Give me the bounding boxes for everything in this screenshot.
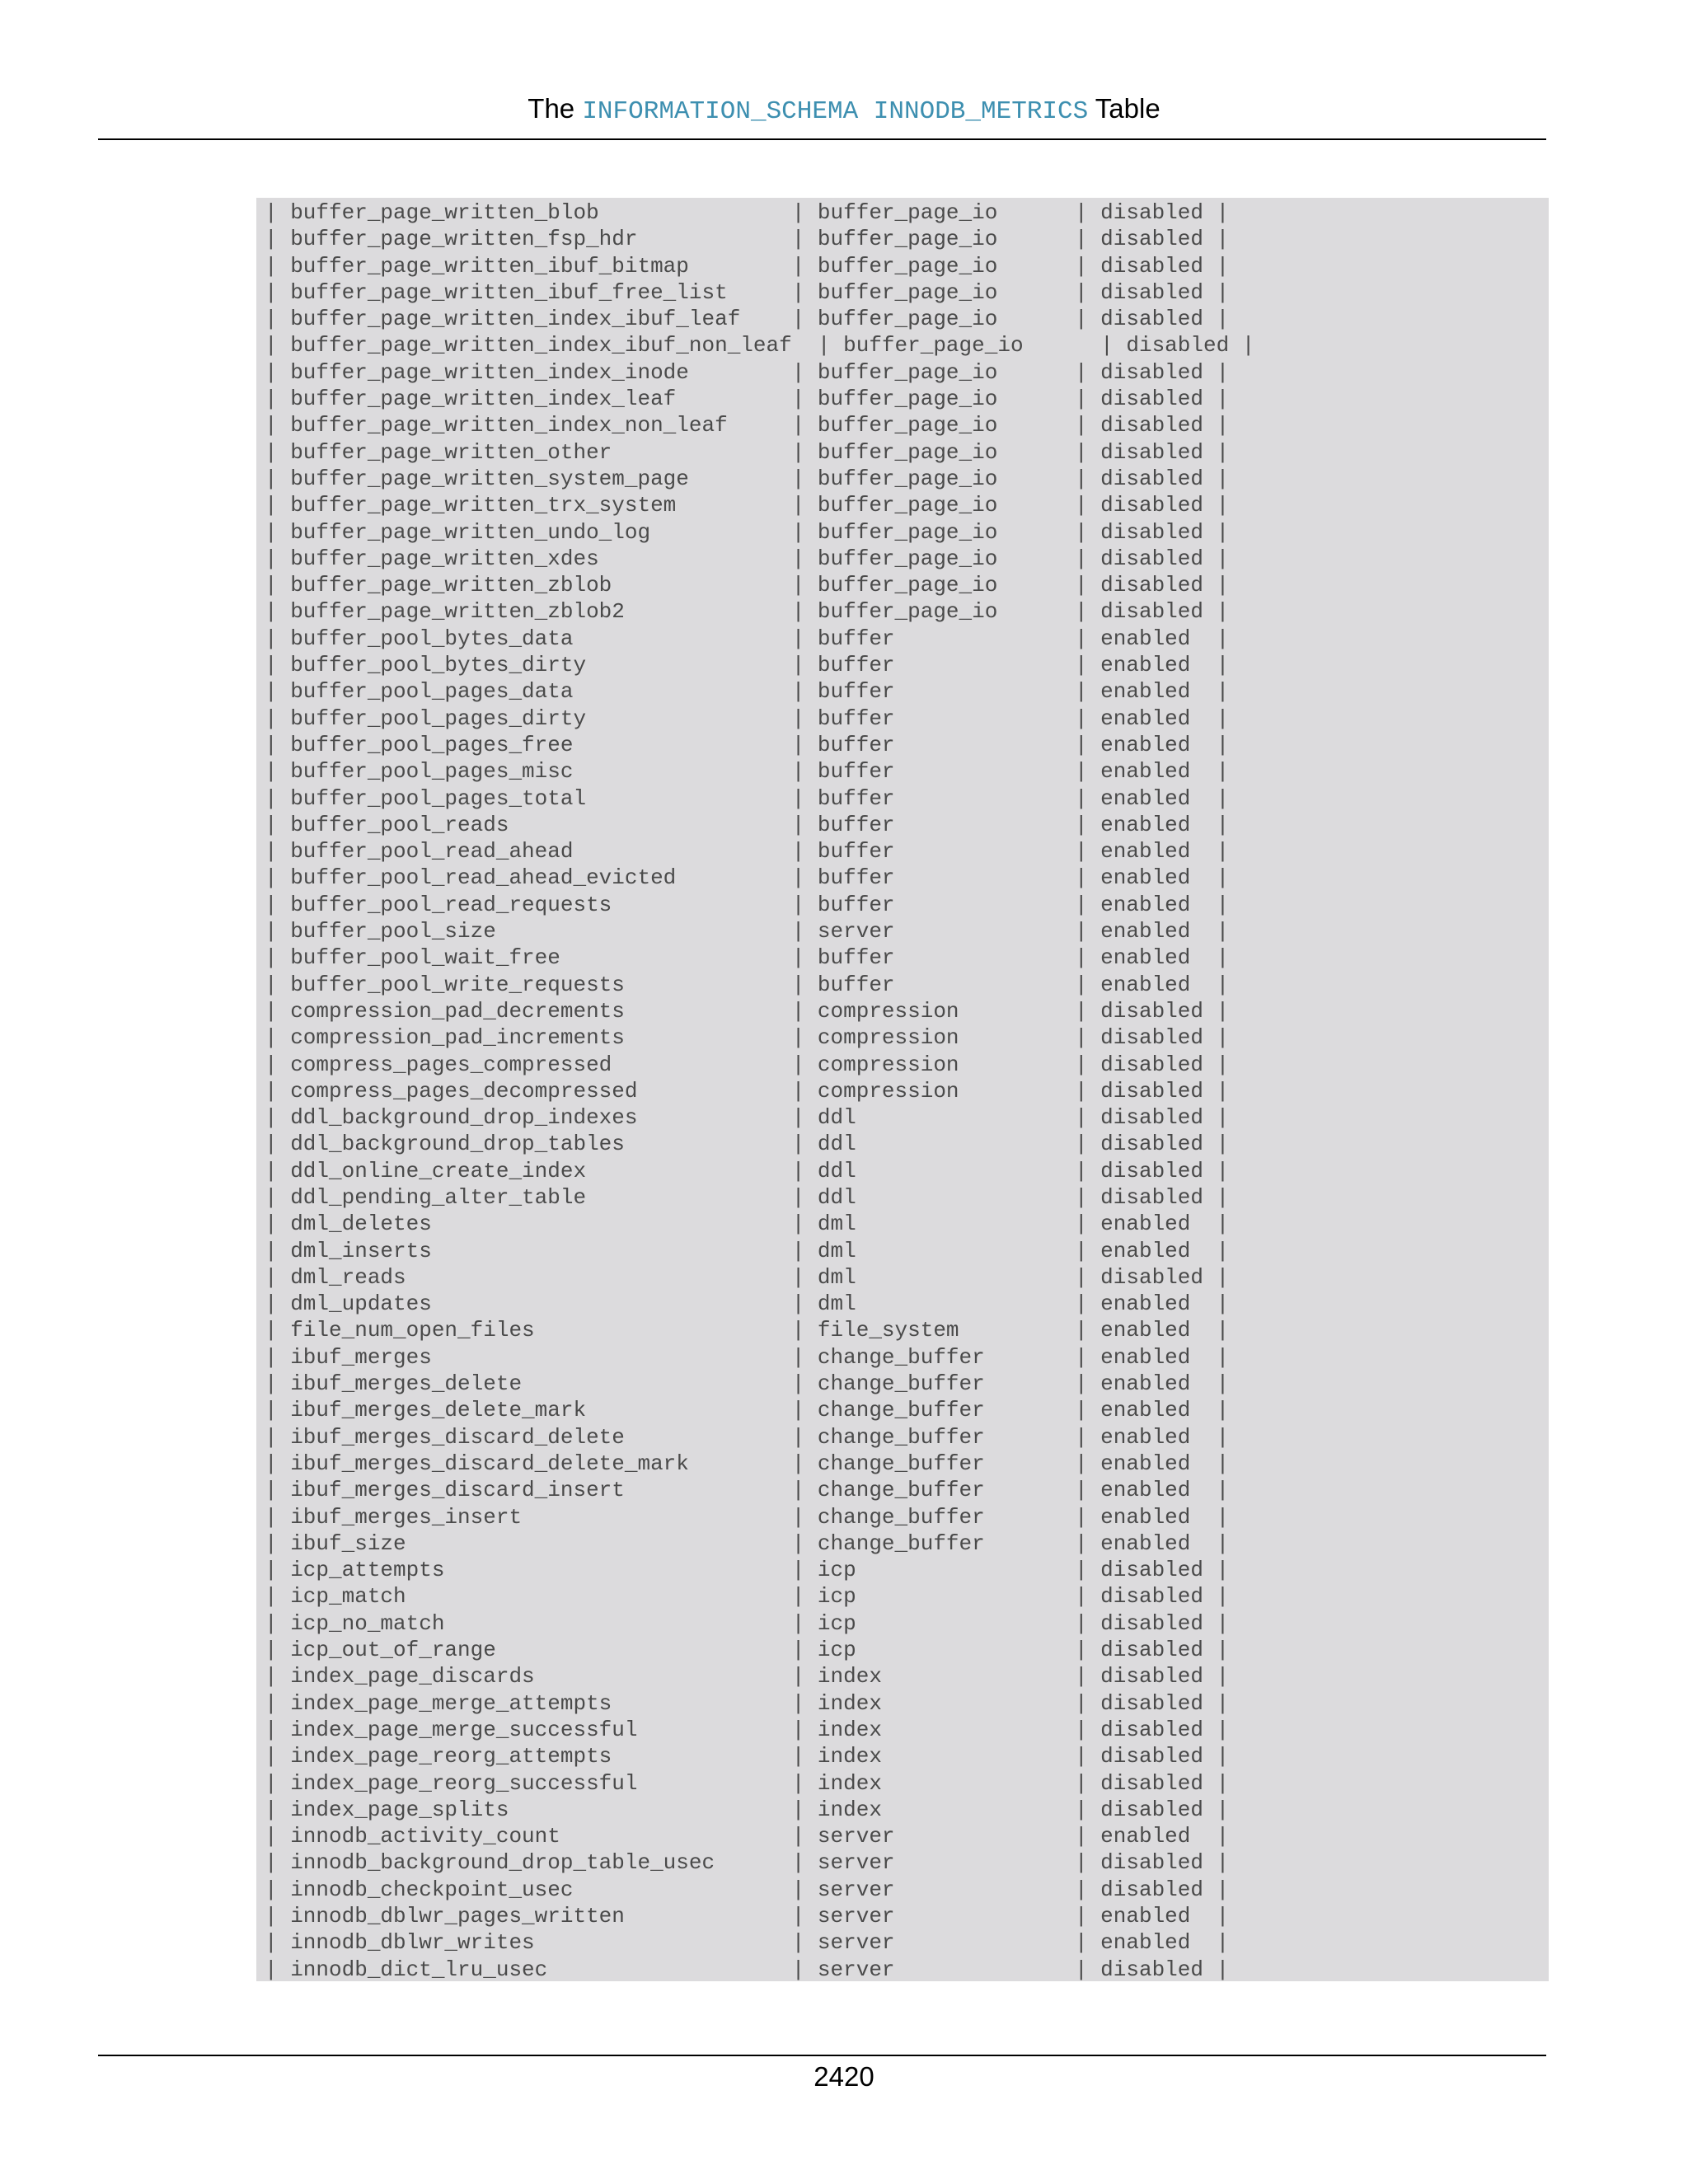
- code-line: | buffer_pool_pages_dirty | buffer | enabled |: [265, 705, 1230, 731]
- code-line: | ibuf_merges | change_buffer | enabled |: [265, 1344, 1230, 1370]
- code-line: | buffer_page_written_undo_log | buffer_page_io | disabled |: [265, 519, 1230, 545]
- code-line: | ibuf_merges_delete_mark | change_buffer | enabled |: [265, 1398, 1230, 1423]
- code-line: | ibuf_merges_delete | change_buffer | enabled |: [265, 1371, 1230, 1397]
- footer-divider: [98, 2055, 1546, 2056]
- header-prefix: The: [528, 93, 583, 124]
- code-line: | buffer_page_written_xdes | buffer_page_io | disabled |: [265, 546, 1230, 571]
- code-line: | index_page_splits | index | disabled |: [265, 1797, 1230, 1822]
- code-line: | ddl_background_drop_tables | ddl | disabled |: [265, 1132, 1230, 1157]
- code-line: | compression_pad_decrements | compression | disabled |: [265, 998, 1230, 1024]
- code-line: | dml_updates | dml | enabled |: [265, 1291, 1230, 1317]
- code-line: | ddl_background_drop_indexes | ddl | disabled |: [265, 1105, 1230, 1131]
- code-line: | buffer_page_written_ibuf_bitmap | buffer_page_io | disabled |: [265, 253, 1230, 279]
- code-line: | buffer_pool_pages_total | buffer | enabled |: [265, 785, 1230, 811]
- code-line: | index_page_merge_attempts | index | disabled |: [265, 1690, 1230, 1716]
- page-number: 2420: [814, 2061, 874, 2092]
- code-line: | innodb_dict_lru_usec | server | disabled |: [265, 1957, 1230, 1982]
- header-code-title: INFORMATION_SCHEMA INNODB_METRICS: [582, 97, 1089, 126]
- code-line: | icp_match | icp | disabled |: [265, 1584, 1230, 1610]
- code-line: | ibuf_merges_discard_insert | change_buffer | enabled |: [265, 1478, 1230, 1503]
- code-line: | icp_out_of_range | icp | disabled |: [265, 1638, 1230, 1663]
- code-line: | ddl_pending_alter_table | ddl | disabled |: [265, 1184, 1230, 1210]
- code-line: | buffer_pool_read_requests | buffer | enabled |: [265, 892, 1230, 917]
- code-line: | dml_reads | dml | disabled |: [265, 1264, 1230, 1290]
- code-line: | buffer_page_written_system_page | buffer_page_io | disabled |: [265, 466, 1230, 491]
- code-line: | buffer_page_written_other | buffer_page_io | disabled |: [265, 439, 1230, 465]
- code-line: | ibuf_size | change_buffer | enabled |: [265, 1530, 1230, 1556]
- code-line: | buffer_pool_bytes_dirty | buffer | enabled |: [265, 653, 1230, 678]
- code-line: | file_num_open_files | file_system | enabled |: [265, 1318, 1230, 1343]
- code-line: | buffer_page_written_index_ibuf_non_leaf | buffer_page_io | disabled |: [265, 333, 1255, 359]
- code-line: | dml_inserts | dml | enabled |: [265, 1238, 1230, 1263]
- code-line: | buffer_page_written_blob | buffer_page_io | disabled |: [265, 200, 1230, 225]
- code-line: | ibuf_merges_discard_delete_mark | change_buffer | enabled |: [265, 1451, 1230, 1476]
- code-line: | buffer_pool_bytes_data | buffer | enabled |: [265, 626, 1230, 651]
- code-line: | buffer_pool_reads | buffer | enabled |: [265, 812, 1230, 837]
- code-line: | buffer_page_written_ibuf_free_list | buffer_page_io | disabled |: [265, 279, 1230, 305]
- code-line: | buffer_pool_read_ahead_evicted | buffer | enabled |: [265, 865, 1230, 891]
- code-line: | innodb_activity_count | server | enabled |: [265, 1824, 1230, 1849]
- code-lines: [265, 199, 1254, 1983]
- code-line: | icp_attempts | icp | disabled |: [265, 1558, 1230, 1583]
- code-line: | buffer_page_written_index_ibuf_leaf | buffer_page_io | disabled |: [265, 307, 1230, 332]
- code-line: | ddl_online_create_index | ddl | disabled |: [265, 1158, 1230, 1183]
- code-block: [256, 198, 1549, 1981]
- code-line: | dml_deletes | dml | enabled |: [265, 1212, 1230, 1237]
- code-line: | innodb_dblwr_pages_written | server | enabled |: [265, 1904, 1230, 1929]
- code-line: | innodb_dblwr_writes | server | enabled |: [265, 1930, 1230, 1956]
- code-line: | ibuf_merges_insert | change_buffer | enabled |: [265, 1504, 1230, 1530]
- code-line: | innodb_background_drop_table_usec | server | disabled |: [265, 1850, 1230, 1876]
- code-line: | innodb_checkpoint_usec | server | disabled |: [265, 1877, 1230, 1902]
- code-line: | buffer_pool_size | server | enabled |: [265, 919, 1230, 944]
- header-divider: [98, 138, 1546, 140]
- code-line: | buffer_page_written_trx_system | buffer_page_io | disabled |: [265, 493, 1230, 518]
- code-line: | index_page_reorg_attempts | index | disabled |: [265, 1744, 1230, 1769]
- code-line: | buffer_page_written_index_non_leaf | buffer_page_io | disabled |: [265, 413, 1230, 438]
- code-line: | ibuf_merges_discard_delete | change_buffer | enabled |: [265, 1424, 1230, 1450]
- code-line: | buffer_pool_write_requests | buffer | enabled |: [265, 972, 1230, 997]
- code-line: | icp_no_match | icp | disabled |: [265, 1610, 1230, 1636]
- code-line: | compression_pad_increments | compression | disabled |: [265, 1025, 1230, 1051]
- code-line: | buffer_page_written_index_leaf | buffer_page_io | disabled |: [265, 387, 1230, 412]
- code-line: | index_page_discards | index | disabled |: [265, 1664, 1230, 1690]
- code-line: | buffer_page_written_fsp_hdr | buffer_page_io | disabled |: [265, 227, 1230, 252]
- code-line: | buffer_pool_pages_misc | buffer | enabled |: [265, 759, 1230, 785]
- code-line: | buffer_page_written_zblob | buffer_page_io | disabled |: [265, 573, 1230, 598]
- code-line: | buffer_pool_pages_free | buffer | enabled |: [265, 732, 1230, 757]
- header-suffix: Table: [1088, 93, 1160, 124]
- page-header: [0, 92, 1688, 129]
- code-line: | buffer_page_written_index_inode | buffer_page_io | disabled |: [265, 359, 1230, 385]
- code-line: | compress_pages_decompressed | compression | disabled |: [265, 1078, 1230, 1104]
- code-line: | index_page_merge_successful | index | disabled |: [265, 1717, 1230, 1742]
- code-line: | buffer_page_written_zblob2 | buffer_page_io | disabled |: [265, 599, 1230, 625]
- code-line: | buffer_pool_read_ahead | buffer | enabled |: [265, 839, 1230, 865]
- code-line: | index_page_reorg_successful | index | disabled |: [265, 1770, 1230, 1796]
- code-line: | compress_pages_compressed | compression | disabled |: [265, 1052, 1230, 1077]
- code-line: | buffer_pool_pages_data | buffer | enabled |: [265, 679, 1230, 705]
- code-line: | buffer_pool_wait_free | buffer | enabled |: [265, 945, 1230, 971]
